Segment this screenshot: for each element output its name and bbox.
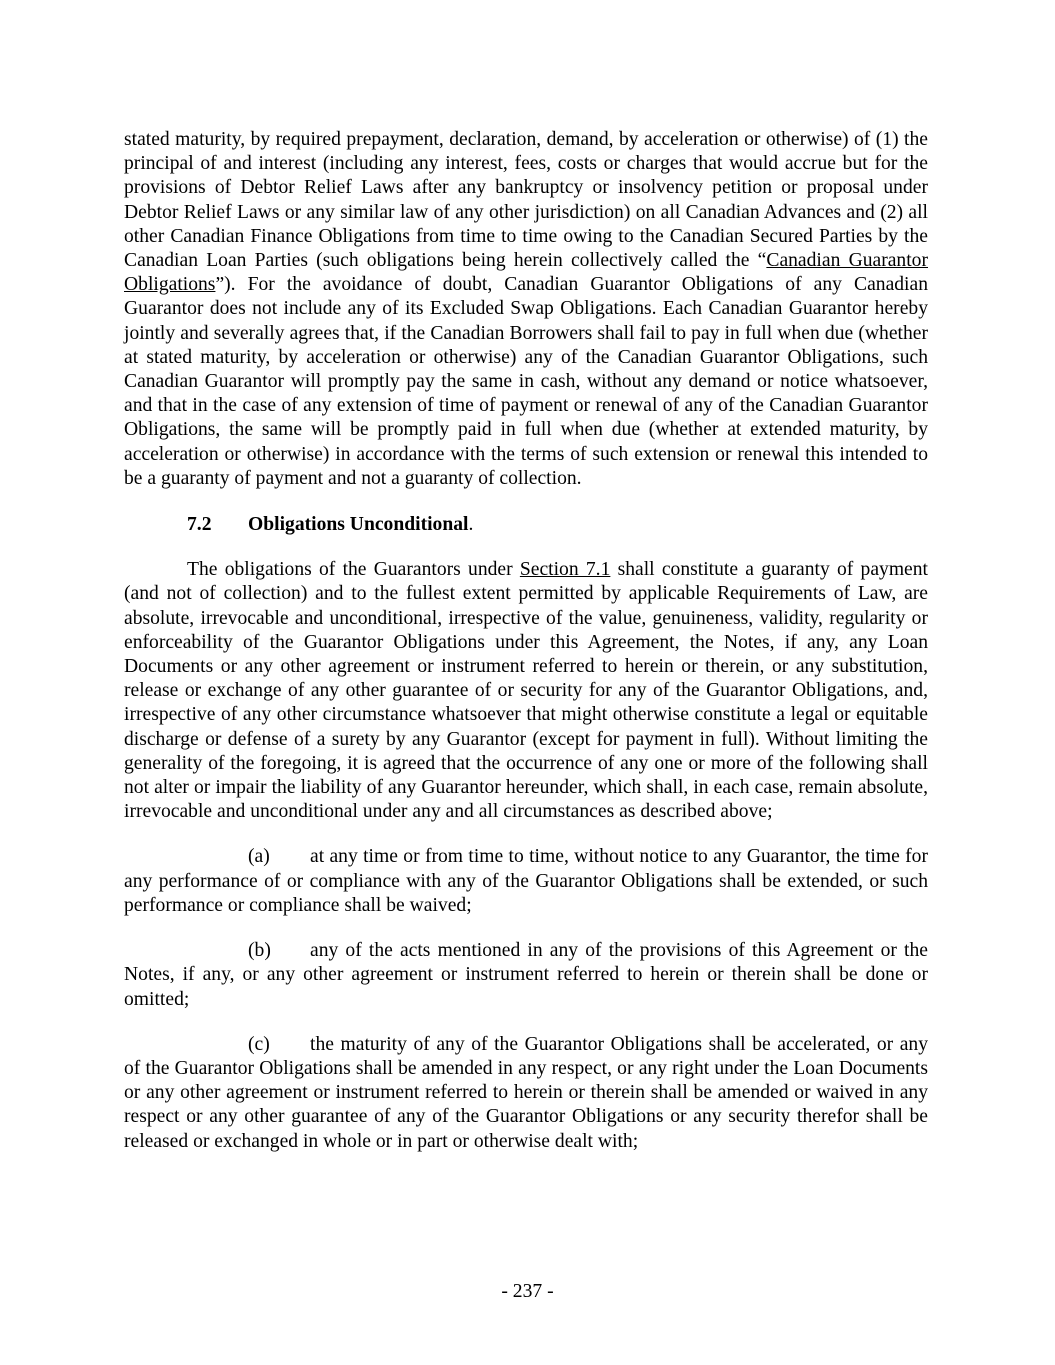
intro-text-part1: stated maturity, by required prepayment, declaration, demand, by acceleration or otherwise) of (1) the principal of and interest (including any interest, fees, costs or charges that would accrue but for the provisions of Debtor Relief Laws after any bankruptcy or insolvency petition or proposal under Debtor Relief Laws or any similar law of any other jurisdiction) on all Canadian Advances and (2) all other Canadian Finance Obligations from time to time owing to the Canadian Secured Parties by the Canadian Loan Parties (such obligations being herein collectively called the “: [124, 129, 928, 272]
section-text-part1: The obligations of the Guarantors under: [187, 559, 520, 581]
clause-a: [124, 845, 928, 918]
section-title: Obligations Unconditional: [248, 514, 469, 536]
defined-term: Canadian Guarantor Obligations: [124, 250, 928, 296]
section-number: 7.2: [187, 514, 212, 536]
clause-b: [124, 939, 928, 1012]
clause-text: at any time or from time to time, without notice to any Guarantor, the time for any performance of or compliance with any of the Guarantor Obligations shall be extended, or such performance or compliance shall be waived;: [124, 846, 928, 916]
section-cross-reference: Section 7.1: [519, 559, 611, 581]
clause-label: (b): [248, 940, 271, 962]
clause-label: (c): [248, 1033, 270, 1055]
clause-label: (a): [248, 846, 270, 868]
section-text-part2: shall constitute a guaranty of payment (and not of collection) and to the fullest extent permitted by applicable Requirements of Law, are absolute, irrevocable and unconditional, irrespective of the value, genuineness, validity, regularity or enforceability of the Guarantor Obligations under this Agreement, the Notes, if any, any Loan Documents or any other agreement or instrument referred to herein or therein, or any substitution, release or exchange of any other guarantee of or security for any of the Guarantor Obligations, and, irrespective of any other circumstance whatsoever that might otherwise constitute a legal or equitable discharge or defense of a surety by any Guarantor (except for payment in full). Without limiting the generality of the foregoing, it is agreed that the occurrence of any one or more of the following shall not alter or impair the liability of any Guarantor hereunder, which shall, in each case, remain absolute, irrevocable and unconditional under any and all circumstances as described above;: [124, 559, 928, 823]
intro-text-part2: ”). For the avoidance of doubt, Canadian Guarantor Obligations of any Canadian Guarantor does not include any of its Excluded Swap Obligations. Each Canadian Guarantor hereby jointly and severally agrees that, if the Canadian Borrowers shall fail to pay in full when due (whether at stated maturity, by acceleration or otherwise) any of the Canadian Guarantor Obligations, such Canadian Guarantor will promptly pay the same in cash, without any demand or notice whatsoever, and that in the case of any extension of time of payment or renewal of any of the Canadian Guarantor Obligations, the same will be promptly paid in full when due (whether at extended maturity, by acceleration or otherwise) in accordance with the terms of such extension or renewal this intended to be a guaranty of payment and not a guaranty of collection.: [124, 274, 928, 489]
page-number: - 237 -: [501, 1281, 554, 1302]
document-page: [124, 128, 928, 1154]
section-title-punct: .: [468, 514, 474, 536]
clause-text: any of the acts mentioned in any of the provisions of this Agreement or the Notes, if any, or any other agreement or instrument referred to herein or therein shall be done or omitted;: [124, 940, 928, 1010]
section-paragraph: [124, 558, 928, 824]
clause-c: [124, 1033, 928, 1154]
clause-text: the maturity of any of the Guarantor Obligations shall be accelerated, or any of the Guarantor Obligations shall be amended in any respect, or any right under the Loan Documents or any other agreement or instrument referred to herein or therein shall be amended or waived in any respect or any other guarantee of any of the Guarantor Obligations or any security therefor shall be released or exchanged in whole or in part or otherwise dealt with;: [124, 1033, 928, 1152]
section-heading: [187, 513, 928, 537]
intro-paragraph: [124, 128, 928, 491]
